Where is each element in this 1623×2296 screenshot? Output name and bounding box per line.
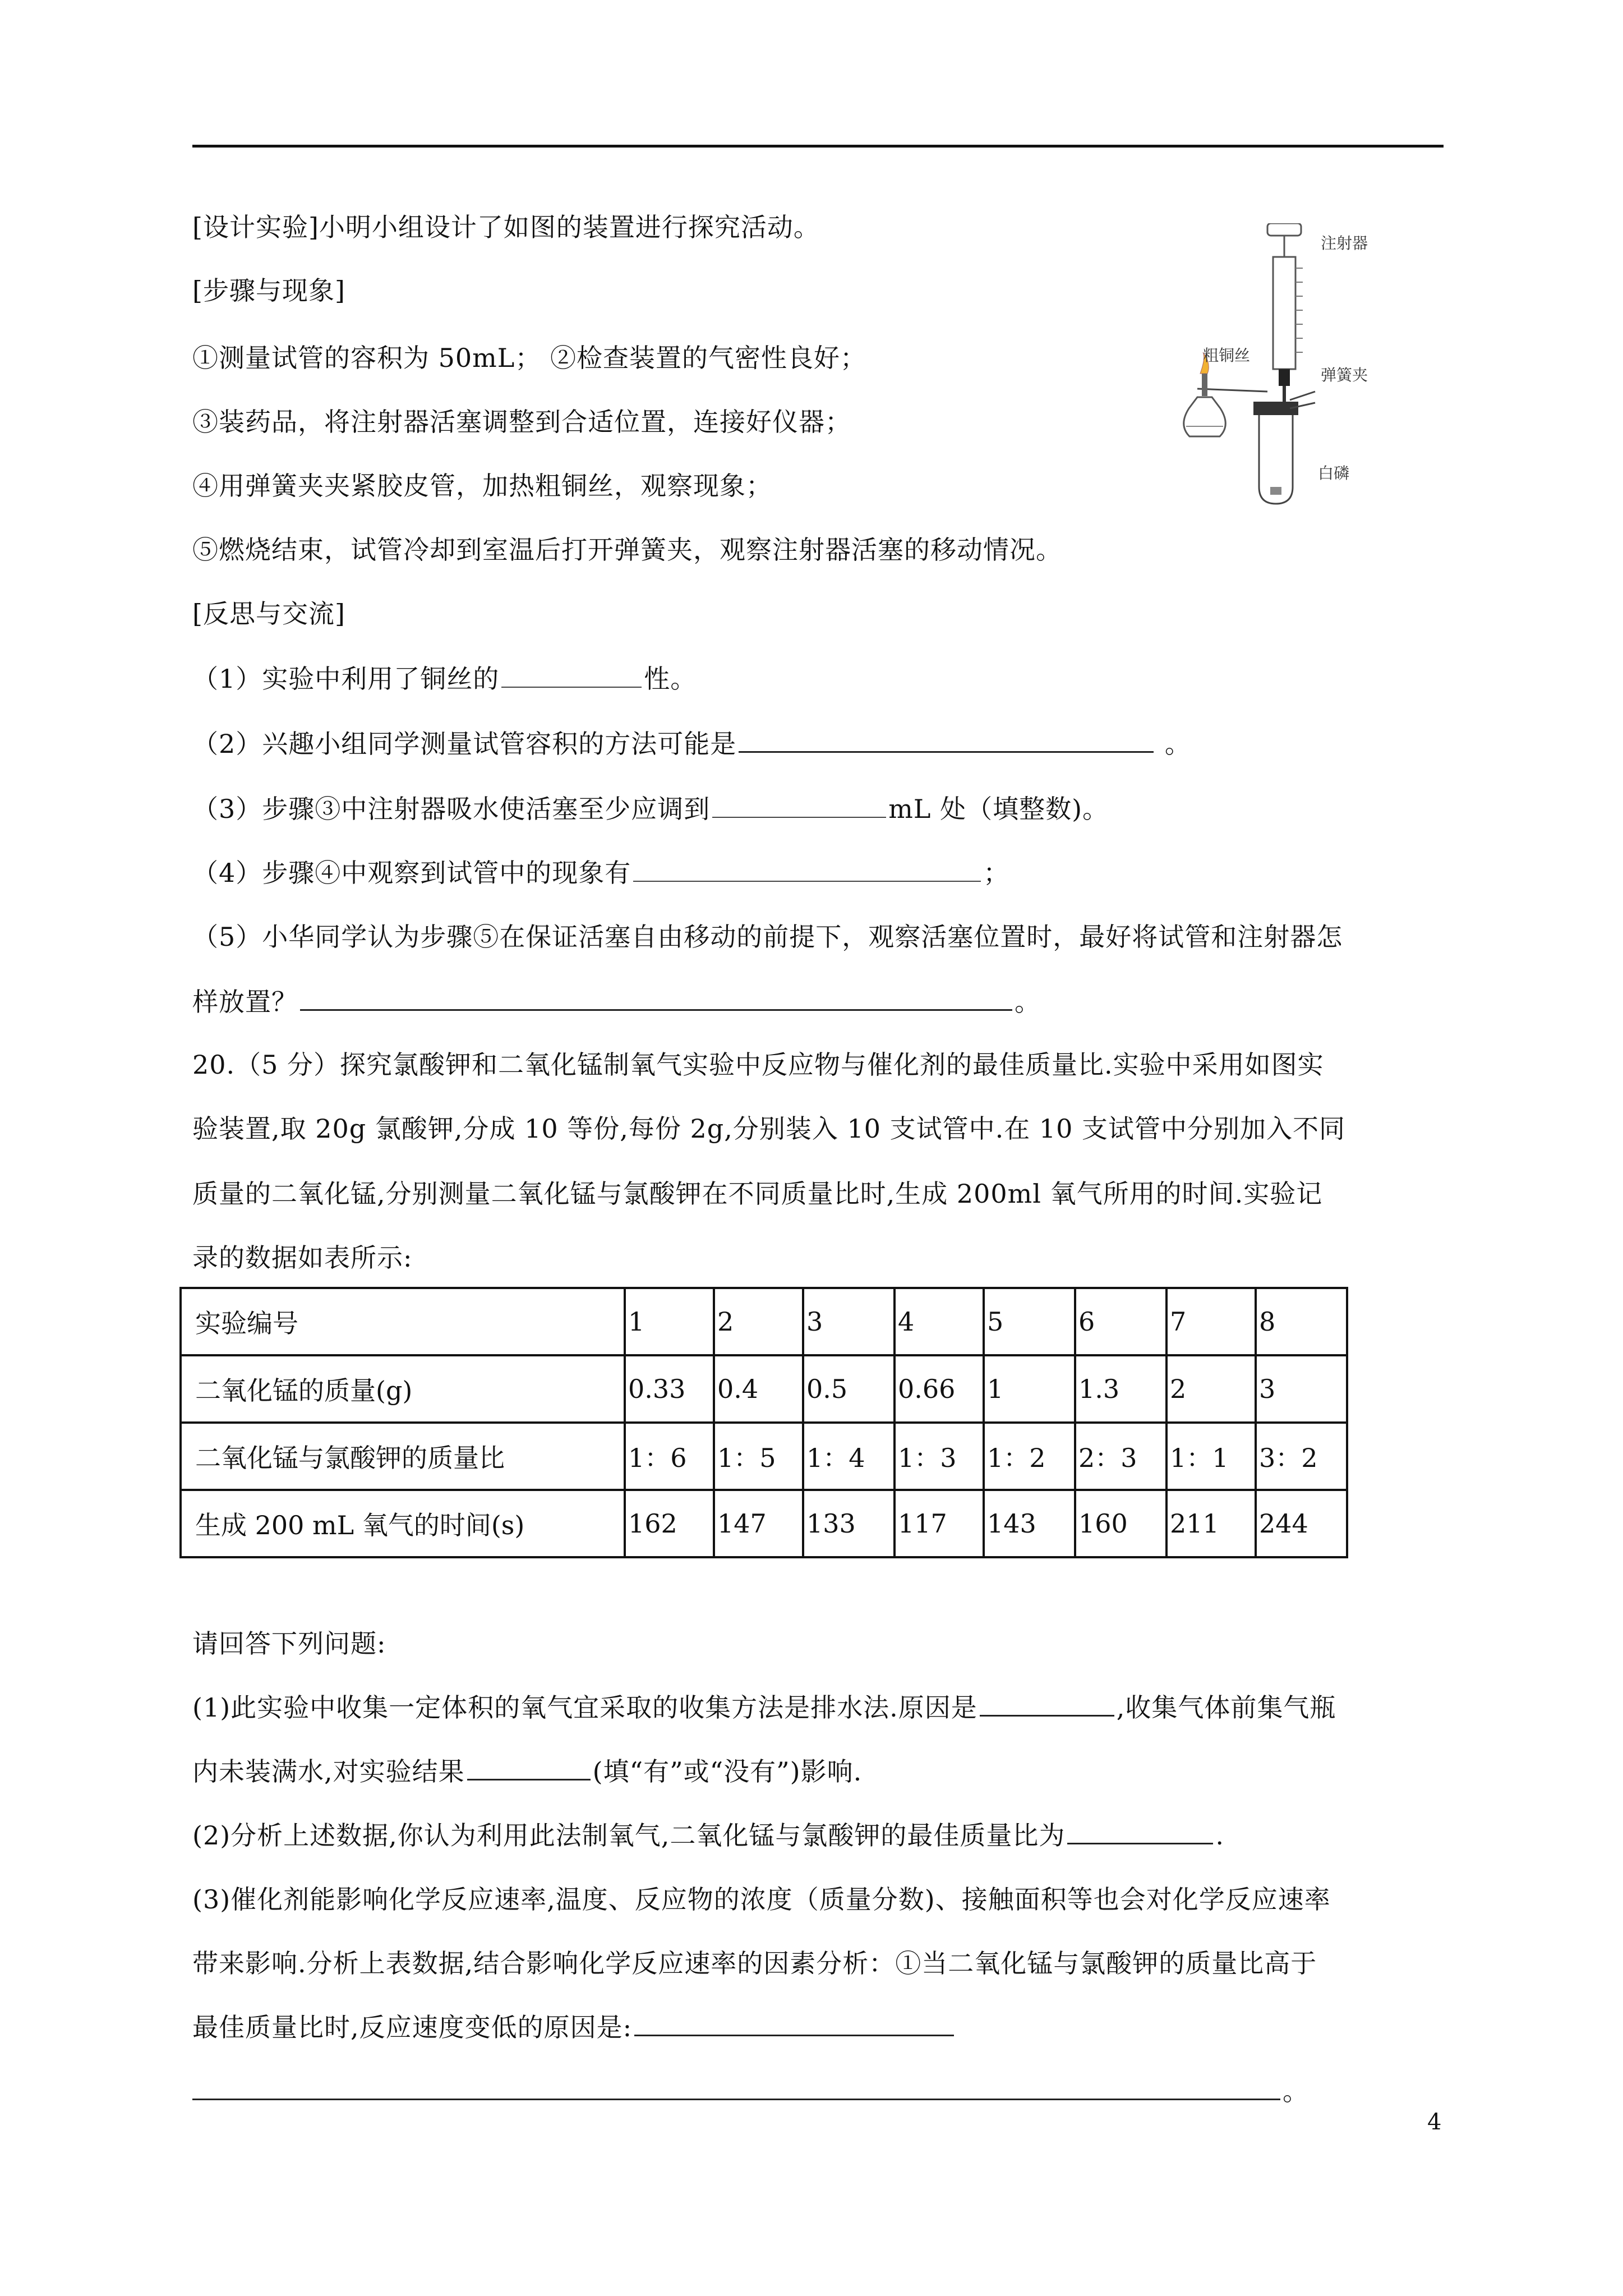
row-label: 生成 200 mL 氧气的时间(s) — [181, 1490, 625, 1557]
step-3: ③装药品，将注射器活塞调整到合适位置，连接好仪器； — [192, 407, 851, 437]
table-cell: 1：5 — [714, 1423, 803, 1490]
table-cell: 143 — [984, 1490, 1075, 1557]
table-cell: 1：2 — [984, 1423, 1075, 1490]
table-cell: 117 — [895, 1490, 984, 1557]
table-cell: 162 — [625, 1490, 714, 1557]
reflect-q4: （4）步骤④中观察到试管中的现象有 ； — [192, 858, 1010, 888]
row-label: 实验编号 — [181, 1288, 625, 1355]
table-cell: 147 — [714, 1490, 803, 1557]
answer-blank — [634, 2034, 954, 2036]
question-3-line1: (3)催化剂能影响化学反应速率,温度、反应物的浓度（质量分数)、接触面积等也会对化学反应速率 — [192, 1884, 1331, 1915]
question-1-line2: 内未装满水,对实验结果 (填“有”或“没有”)影响. — [192, 1756, 863, 1787]
reflect-q5-line2: 样放置？ 。 — [192, 987, 1041, 1017]
answer-blank — [501, 686, 642, 688]
table-cell: 3 — [1256, 1355, 1347, 1423]
row-label: 二氧化锰的质量(g) — [181, 1355, 625, 1423]
question-3-line2: 带来影响.分析上表数据,结合影响化学反应速率的因素分析：①当二氧化锰与氯酸钾的质量比高于 — [192, 1948, 1317, 1978]
table-cell: 0.5 — [803, 1355, 895, 1423]
label-clamp: 弹簧夹 — [1321, 366, 1368, 384]
header-rule — [192, 145, 1444, 148]
table-cell: 1：6 — [625, 1423, 714, 1490]
answer-blank — [192, 2098, 1280, 2100]
table-cell: 133 — [803, 1490, 895, 1557]
answer-blank — [1067, 1842, 1213, 1844]
design-line: [设计实验]小明小组设计了如图的装置进行探究活动。 — [192, 212, 820, 242]
table-cell: 6 — [1075, 1288, 1166, 1355]
reflect-q1: （1）实验中利用了铜丝的 性。 — [192, 664, 697, 694]
reflect-q3: （3）步骤③中注射器吸水使活塞至少应调到 mL 处（填整数)。 — [192, 794, 1109, 824]
answer-blank — [739, 751, 1154, 753]
table-cell: 1 — [984, 1355, 1075, 1423]
answer-blank — [980, 1714, 1114, 1717]
table-cell: 160 — [1075, 1490, 1166, 1557]
table-row — [181, 1355, 1347, 1423]
answer-blank — [300, 1009, 1012, 1011]
problem20-line3: 质量的二氧化锰,分别测量二氧化锰与氯酸钾在不同质量比时,生成 200ml 氧气所用的时间.实验记 — [192, 1179, 1323, 1209]
table-cell: 2 — [1166, 1355, 1256, 1423]
question-1-line1: (1)此实验中收集一定体积的氧气宜采取的收集方法是排水法.原因是 ,收集气体前集气瓶 — [192, 1692, 1336, 1723]
table-cell: 4 — [895, 1288, 984, 1355]
table-cell: 3：2 — [1256, 1423, 1347, 1490]
table-cell: 0.4 — [714, 1355, 803, 1423]
table-row — [181, 1490, 1347, 1557]
table-cell: 211 — [1166, 1490, 1256, 1557]
table-cell: 1：3 — [895, 1423, 984, 1490]
problem20-line1: 20.（5 分）探究氯酸钾和二氧化锰制氧气实验中反应物与催化剂的最佳质量比.实验中采用如图实 — [192, 1050, 1324, 1080]
table-cell: 2 — [714, 1288, 803, 1355]
questions-intro: 请回答下列问题: — [192, 1628, 386, 1659]
table-cell: 0.66 — [895, 1355, 984, 1423]
table-cell: 1 — [625, 1288, 714, 1355]
label-syringe: 注射器 — [1321, 234, 1368, 252]
step-5: ⑤燃烧结束，试管冷却到室温后打开弹簧夹，观察注射器活塞的移动情况。 — [192, 535, 1062, 565]
table-cell: 1：1 — [1166, 1423, 1256, 1490]
page-number: 4 — [1427, 2109, 1442, 2135]
question-2: (2)分析上述数据,你认为利用此法制氧气,二氧化锰与氯酸钾的最佳质量比为 . — [192, 1820, 1225, 1851]
answer-blank — [633, 880, 981, 882]
table-cell: 1.3 — [1075, 1355, 1166, 1423]
table-cell: 7 — [1166, 1288, 1256, 1355]
table-cell: 5 — [984, 1288, 1075, 1355]
answer-blank — [467, 1778, 591, 1780]
label-phosphorus: 白磷 — [1318, 464, 1350, 482]
row-label: 二氧化锰与氯酸钾的质量比 — [181, 1423, 625, 1490]
table-cell: 2：3 — [1075, 1423, 1166, 1490]
label-copper: 粗铜丝 — [1203, 346, 1251, 365]
question-3-line4: 。 — [192, 2074, 1309, 2108]
problem20-line4: 录的数据如表所示: — [192, 1243, 413, 1273]
reflect-header: [反思与交流] — [192, 599, 345, 629]
question-3-line3: 最佳质量比时,反应速度变低的原因是: — [192, 2010, 956, 2044]
table-row — [181, 1423, 1347, 1490]
table-cell: 8 — [1256, 1288, 1347, 1355]
problem20-line2: 验装置,取 20g 氯酸钾,分成 10 等份,每份 2g,分别装入 10 支试管中.在 10 支试管中分别加入不同 — [192, 1114, 1346, 1144]
table-cell: 244 — [1256, 1490, 1347, 1557]
apparatus-figure — [1175, 223, 1410, 515]
table-cell: 0.33 — [625, 1355, 714, 1423]
data-table — [179, 1287, 1348, 1558]
steps-header: [步骤与现象] — [192, 275, 345, 306]
table-cell: 3 — [803, 1288, 895, 1355]
answer-blank — [712, 816, 886, 818]
step-1-2: ①测量试管的容积为 50mL； ②检查装置的气密性良好； — [192, 343, 866, 373]
table-row — [181, 1288, 1347, 1355]
step-4: ④用弹簧夹夹紧胶皮管，加热粗铜丝，观察现象； — [192, 471, 772, 501]
reflect-q2: （2）兴趣小组同学测量试管容积的方法可能是 。 — [192, 729, 1191, 759]
table-cell: 1：4 — [803, 1423, 895, 1490]
reflect-q5-line1: （5）小华同学认为步骤⑤在保证活塞自由移动的前提下，观察活塞位置时，最好将试管和注射器怎 — [192, 922, 1343, 952]
